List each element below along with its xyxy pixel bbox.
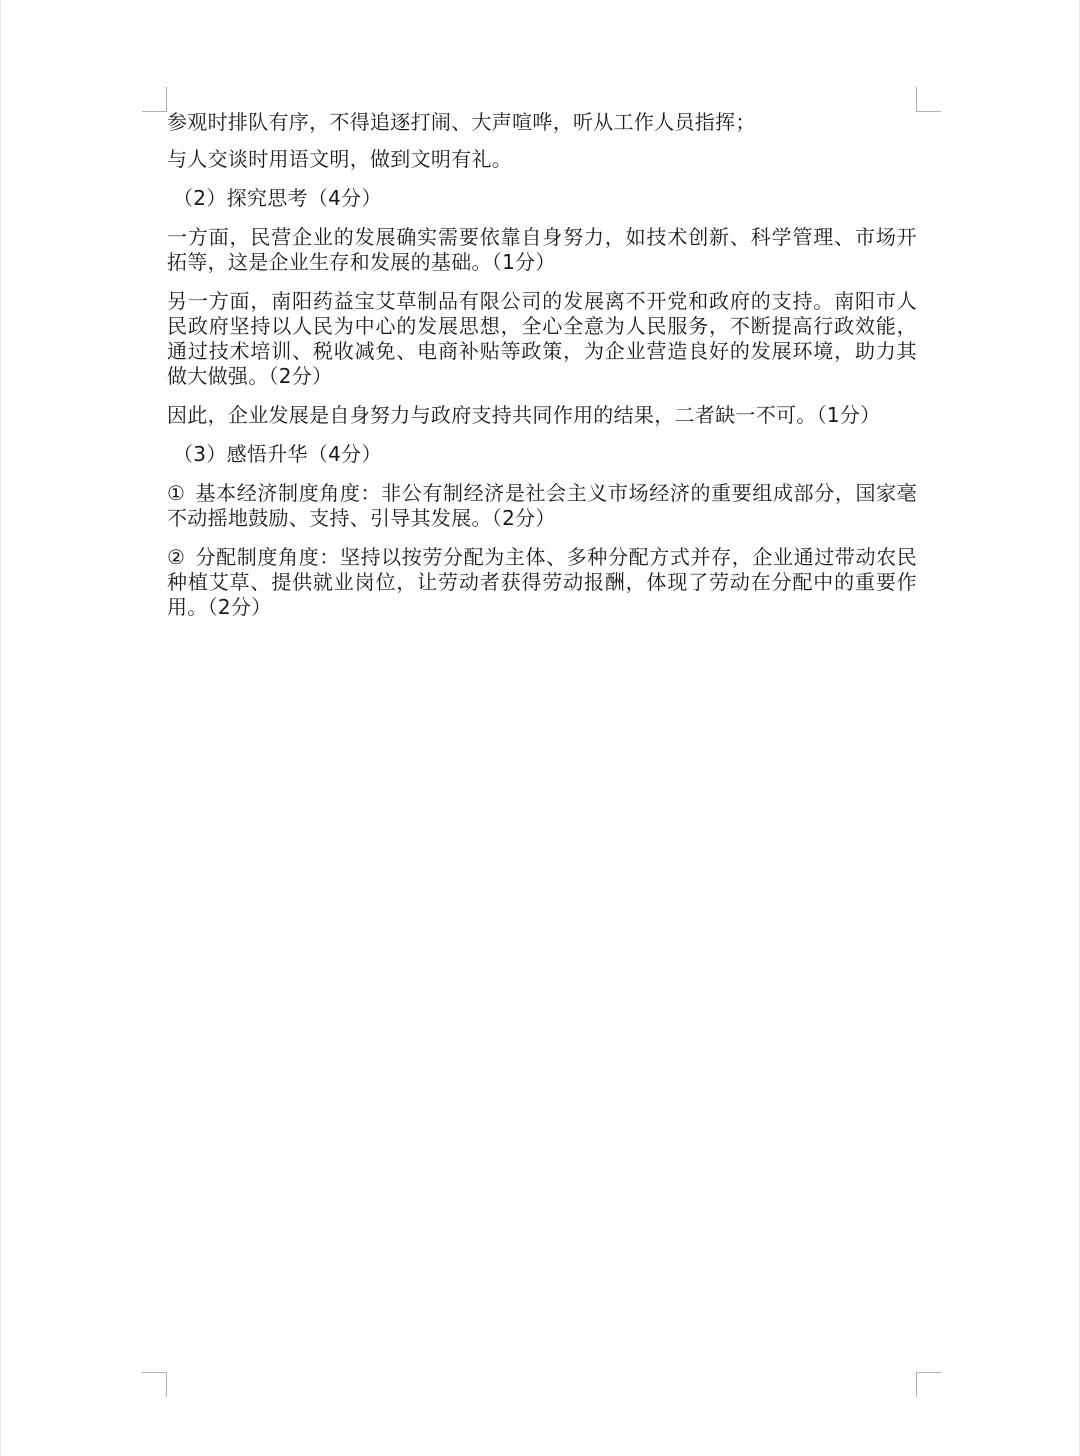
- paragraph-self-effort: 一方面，民营企业的发展确实需要依靠自身努力，如技术创新、科学管理、市场开拓等，这是企业生存和发展的基础。（1分）: [167, 225, 917, 274]
- list-item-economic-system: [167, 481, 917, 531]
- document-body: [167, 110, 917, 634]
- paragraph-visit-rules: 参观时排队有序，不得追逐打闹、大声喧哗，听从工作人员指挥；: [167, 110, 756, 134]
- section-heading-inquiry: （2）探究思考（4分）: [173, 186, 382, 210]
- margin-corner-bottom-left: [142, 1372, 167, 1397]
- section-heading-reflection: （3）感悟升华（4分）: [173, 442, 382, 466]
- margin-corner-top-right: [916, 87, 941, 112]
- list-item-distribution-system: [167, 545, 917, 620]
- margin-corner-top-left: [142, 87, 167, 112]
- paragraph-government-support: 另一方面，南阳药益宝艾草制品有限公司的发展离不开党和政府的支持。南阳市人民政府坚持以人民为中心的发展思想，全心全意为人民服务，不断提高行政效能，通过技术培训、税收减免、电商补贴等政策，为企业营造良好的发展环境，助力其做大做强。（2分）: [167, 289, 917, 388]
- item-number: ②: [167, 545, 186, 569]
- paragraph-polite-speech: 与人交谈时用语文明，做到文明有礼。: [167, 147, 513, 171]
- item-text: 分配制度角度：坚持以按劳分配为主体、多种分配方式并存，企业通过带动农民种植艾草、提供就业岗位，让劳动者获得劳动报酬，体现了劳动在分配中的重要作用。（2分）: [167, 545, 917, 619]
- item-number: ①: [167, 481, 186, 505]
- margin-corner-bottom-right: [916, 1372, 941, 1397]
- item-text: 基本经济制度角度：非公有制经济是社会主义市场经济的重要组成部分，国家毫不动摇地鼓励、支持、引导其发展。（2分）: [167, 481, 917, 530]
- paragraph-conclusion: 因此，企业发展是自身努力与政府支持共同作用的结果，二者缺一不可。（1分）: [167, 403, 881, 427]
